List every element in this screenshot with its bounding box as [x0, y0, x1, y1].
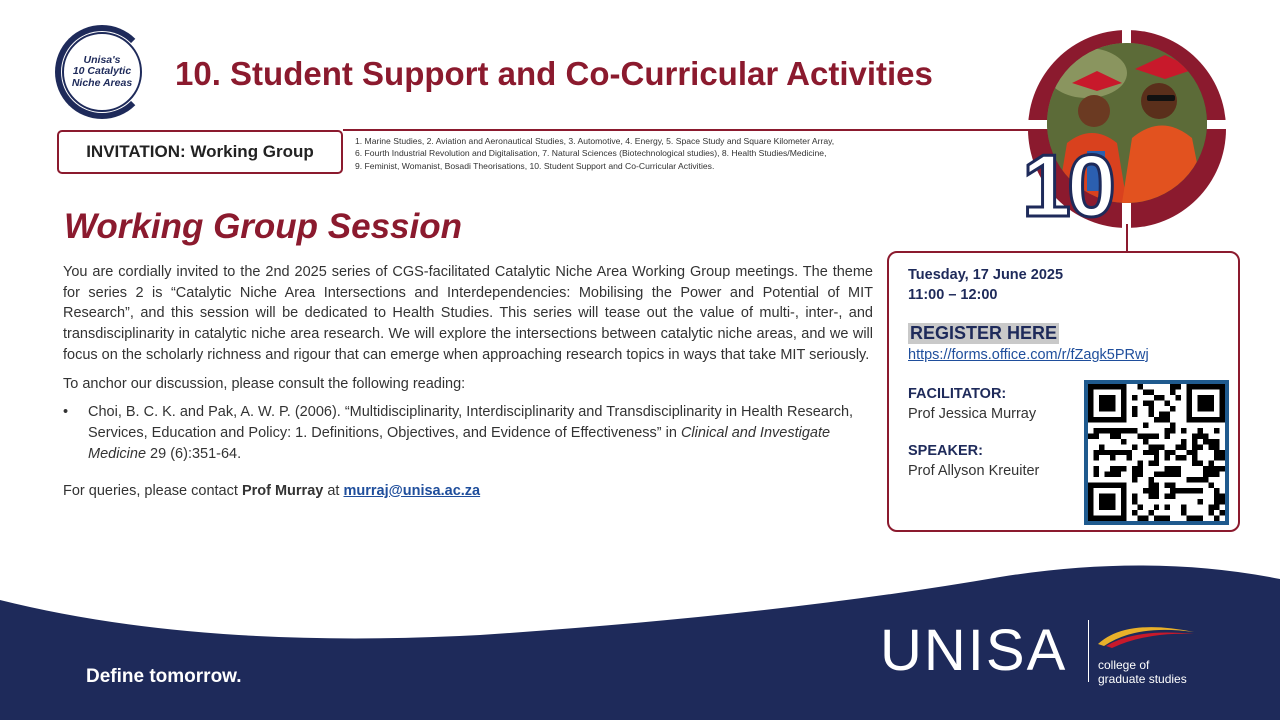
reference-main: Choi, B. C. K. and Pak, A. W. P. (2006). “Multidisciplinarity, Interdisciplinarity and Transdisciplinarity in Health Research, Services, Education and Policy: 1. Definitions, Objectives, and Evidence of Effectiveness” in: [88, 404, 854, 442]
badge-line-2: 10 Catalytic: [72, 65, 132, 78]
event-info-card: [887, 251, 1240, 532]
area-number: 10: [1022, 136, 1112, 235]
niche-list-line-2: 6. Fourth Industrial Revolution and Digitalisation, 7. Natural Sciences (Biotechnological studies), 8. Health Studies/Medicine,: [355, 148, 827, 159]
logo-divider: [1088, 620, 1089, 682]
page-title: 10. Student Support and Co-Curricular Activities: [175, 55, 933, 92]
qr-pattern: [1088, 384, 1225, 521]
tagline: Define tomorrow.: [86, 666, 242, 687]
niche-areas-list: [355, 135, 995, 172]
unisa-logo-text: UNISA: [880, 618, 1068, 683]
register-heading: REGISTER HERE: [910, 323, 1058, 343]
event-date: Tuesday, 17 June 2025: [908, 267, 1064, 283]
facilitator-label: FACILITATOR:: [908, 386, 1007, 402]
badge-line-1: Unisa's: [83, 53, 121, 66]
invitation-label: INVITATION: Working Group: [57, 130, 343, 174]
session-title: Working Group Session: [64, 207, 463, 246]
register-link[interactable]: https://forms.office.com/r/fZagk5PRwj: [908, 347, 1149, 363]
contact-at: at: [323, 482, 344, 499]
reference-text: [88, 402, 873, 464]
contact-line: [63, 481, 873, 502]
college-line-1: college of: [1098, 658, 1150, 672]
header-divider: [343, 129, 1128, 131]
reference-journal: Clinical and Investigate Medicine: [88, 425, 831, 462]
intro-paragraph: You are cordially invited to the 2nd 2025 series of CGS-facilitated Catalytic Niche Area Working Group meetings. The theme for series 2 is “Catalytic Niche Area Intersections and Interdependencies: Mobilising the Power and Potential of MIT Research”, and this session will be dedicated to Health Studies. This series will tease out the value of multi-, inter-, and transdisciplinarity in catalytic niche area research. We will explore the intersections between catalytic niche areas, and we will focus on the scholarly richness and rigour that can emerge when approaching research topics in ways that take MIT seriously.: [63, 264, 873, 363]
niche-areas-badge: [55, 25, 149, 119]
reference-item: [63, 402, 873, 464]
reading-intro: To anchor our discussion, please consult the following reading:: [63, 375, 466, 392]
niche-list-line-1: 1. Marine Studies, 2. Aviation and Aeronautical Studies, 3. Automotive, 4. Energy, 5. Space Study and Square Kilometer Array,: [355, 136, 835, 146]
badge-inner-ring: [62, 32, 142, 112]
badge-line-3: Niche Areas: [71, 76, 133, 89]
contact-email-link[interactable]: murraj@unisa.ac.za: [343, 482, 481, 499]
card-connector-line: [1126, 224, 1128, 252]
college-line-2: graduate studies: [1098, 671, 1187, 686]
badge-text: [67, 55, 137, 90]
registration-qr-code[interactable]: [1084, 380, 1229, 525]
event-time: 11:00 – 12:00: [908, 286, 998, 303]
niche-list-line-3: 9. Feminist, Womanist, Bosadi Theorisations, 10. Student Support and Co-Curricular Activities.: [355, 160, 715, 171]
facilitator-name: Prof Jessica Murray: [908, 406, 1037, 422]
bullet-marker: •: [63, 404, 69, 421]
college-name: [1098, 659, 1187, 687]
event-datetime: [908, 266, 1063, 305]
speaker-name: Prof Allyson Kreuiter: [908, 463, 1040, 479]
contact-name: Prof Murray: [241, 482, 324, 499]
unisa-swoosh-icon: [1096, 618, 1196, 648]
reference-tail: 29 (6):351-64.: [146, 445, 242, 462]
contact-prefix: For queries, please contact: [63, 482, 242, 499]
session-body: [63, 262, 873, 509]
speaker-label: SPEAKER:: [908, 443, 983, 459]
qr-background: [1088, 384, 1225, 521]
